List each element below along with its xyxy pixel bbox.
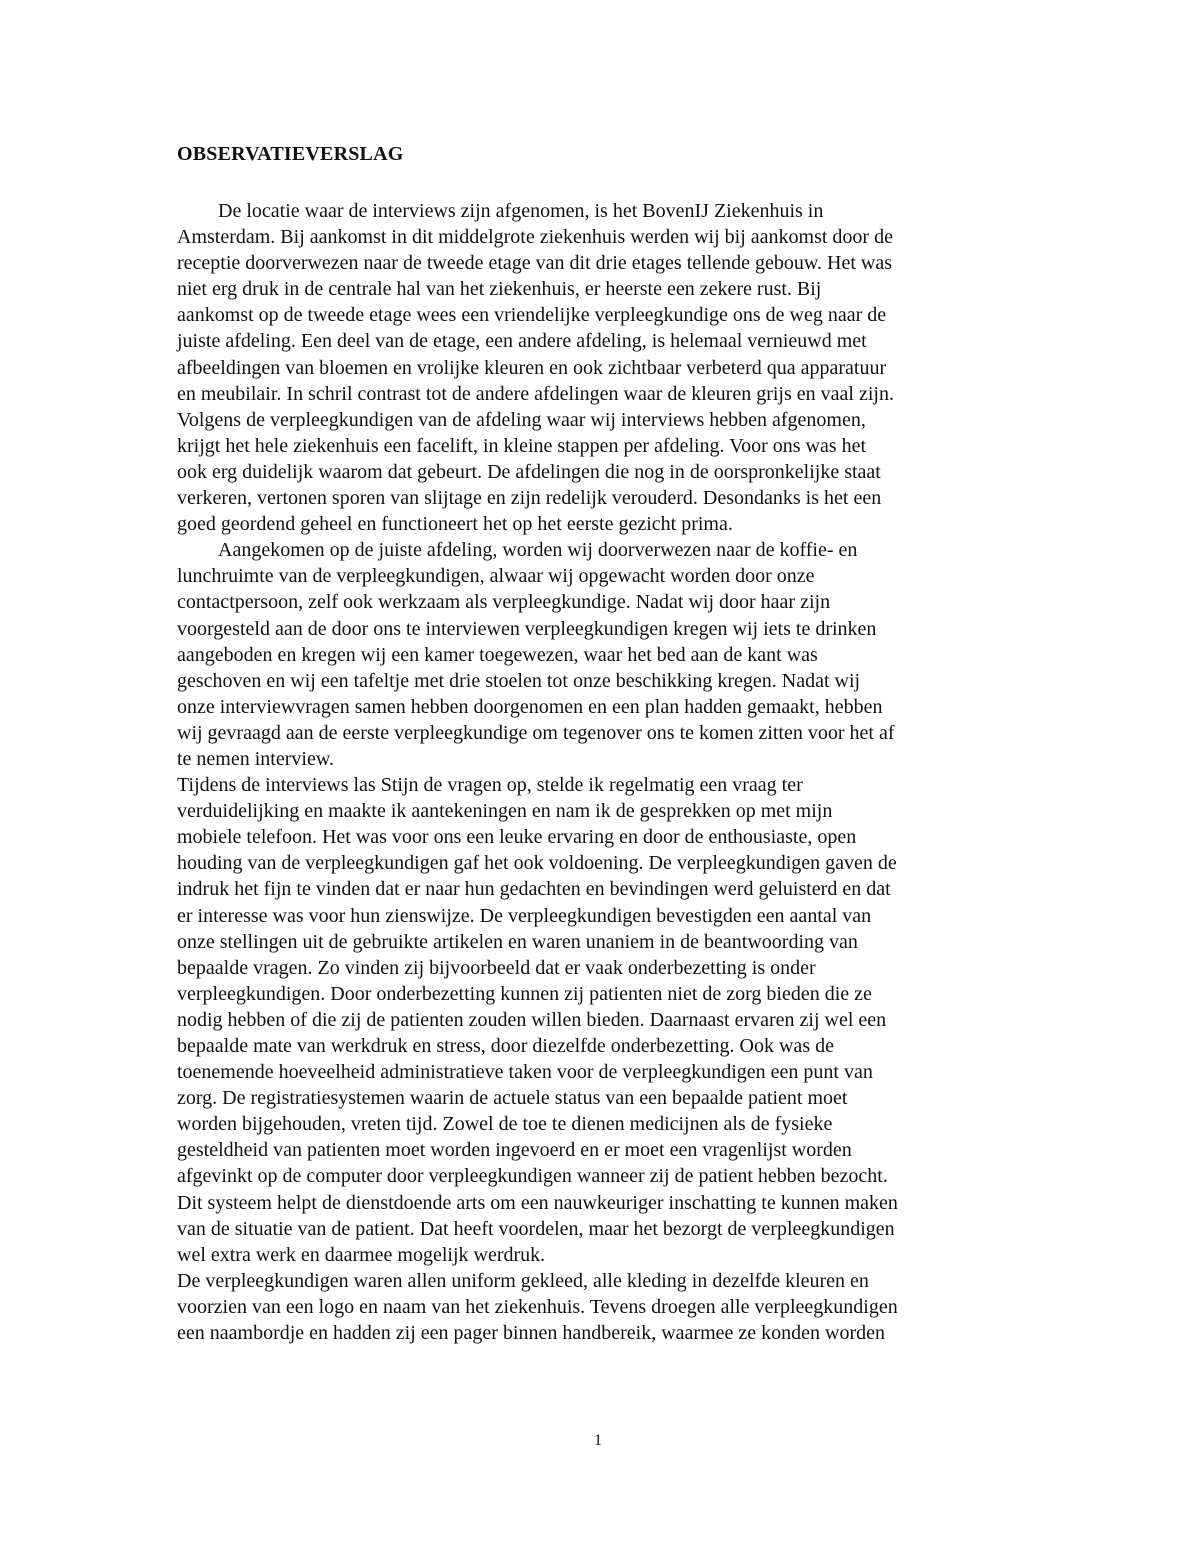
text-line: receptie doorverwezen naar de tweede etage van dit drie etages tellende gebouw. Het was bbox=[177, 252, 893, 275]
text-line: Tijdens de interviews las Stijn de vragen op, stelde ik regelmatig een vraag ter bbox=[177, 774, 803, 797]
text-line: contactpersoon, zelf ook werkzaam als verpleegkundige. Nadat wij door haar zijn bbox=[177, 591, 831, 614]
text-line: er interesse was voor hun zienswijze. De verpleegkundigen bevestigden een aantal van bbox=[177, 904, 872, 927]
document-body bbox=[177, 198, 1027, 1346]
text-line: Dit systeem helpt de dienstdoende arts om een nauwkeuriger inschatting te kunnen maken bbox=[177, 1191, 898, 1214]
document-title: OBSERVATIEVERSLAG bbox=[177, 143, 404, 165]
text-line: voorgesteld aan de door ons te interviewen verpleegkundigen kregen wij iets te drinken bbox=[177, 617, 877, 640]
text-line: zorg. De registratiesystemen waarin de actuele status van een bepaalde patient moet bbox=[177, 1087, 848, 1110]
text-line: afbeeldingen van bloemen en vrolijke kleuren en ook zichtbaar verbeterd qua apparatuur bbox=[177, 356, 887, 379]
text-line: houding van de verpleegkundigen gaf het ook voldoening. De verpleegkundigen gaven de bbox=[177, 852, 897, 875]
text-line: goed geordend geheel en functioneert het op het eerste gezicht prima. bbox=[177, 513, 733, 536]
text-line: verpleegkundigen. Door onderbezetting kunnen zij patienten niet de zorg bieden die ze bbox=[177, 982, 872, 1005]
text-line: aankomst op de tweede etage wees een vriendelijke verpleegkundige ons de weg naar de bbox=[177, 304, 887, 327]
text-line: verduidelijking en maakte ik aantekeningen en nam ik de gesprekken op met mijn bbox=[177, 800, 833, 823]
text-line: gesteldheid van patienten moet worden ingevoerd en er moet een vragenlijst worden bbox=[177, 1139, 852, 1162]
text-line: te nemen interview. bbox=[177, 747, 334, 770]
text-line: Volgens de verpleegkundigen van de afdeling waar wij interviews hebben afgenomen, bbox=[177, 408, 866, 431]
text-line: toenemende hoeveelheid administratieve taken voor de verpleegkundigen een punt van bbox=[177, 1061, 873, 1084]
text-line: aangeboden en kregen wij een kamer toegewezen, waar het bed aan de kant was bbox=[177, 643, 818, 666]
text-line: mobiele telefoon. Het was voor ons een leuke ervaring en door de enthousiaste, open bbox=[177, 826, 857, 849]
text-line: wel extra werk en daarmee mogelijk werdruk. bbox=[177, 1243, 546, 1266]
text-line: ook erg duidelijk waarom dat gebeurt. De afdelingen die nog in de oorspronkelijke staat bbox=[177, 460, 881, 483]
text-line: krijgt het hele ziekenhuis een facelift, in kleine stappen per afdeling. Voor ons was het bbox=[177, 434, 867, 457]
text-line: en meubilair. In schril contrast tot de andere afdelingen waar de kleuren grijs en vaal zijn. bbox=[177, 382, 894, 405]
text-line: De locatie waar de interviews zijn afgenomen, is het BovenIJ Ziekenhuis in bbox=[218, 200, 824, 222]
text-line: van de situatie van de patient. Dat heeft voordelen, maar het bezorgt de verpleegkundigen bbox=[177, 1217, 895, 1240]
text-line: juiste afdeling. Een deel van de etage, een andere afdeling, is helemaal vernieuwd met bbox=[177, 330, 867, 353]
text-line: niet erg druk in de centrale hal van het ziekenhuis, er heerste een zekere rust. Bij bbox=[177, 278, 822, 301]
text-line: afgevinkt op de computer door verpleegkundigen wanneer zij de patient hebben bezocht. bbox=[177, 1165, 888, 1188]
text-line: Amsterdam. Bij aankomst in dit middelgrote ziekenhuis werden wij bij aankomst door de bbox=[177, 226, 893, 249]
text-line: geschoven en wij een tafeltje met drie stoelen tot onze beschikking kregen. Nadat wij bbox=[177, 669, 861, 692]
text-line: een naambordje en hadden zij een pager binnen handbereik, waarmee ze konden worden bbox=[177, 1322, 886, 1345]
page-number: 1 bbox=[594, 1432, 602, 1449]
text-line: worden bijgehouden, vreten tijd. Zowel de toe te dienen medicijnen als de fysieke bbox=[177, 1113, 833, 1136]
text-line: onze stellingen uit de gebruikte artikelen en waren unaniem in de beantwoording van bbox=[177, 930, 858, 953]
text-line: onze interviewvragen samen hebben doorgenomen en een plan hadden gemaakt, hebben bbox=[177, 695, 883, 718]
text-line: indruk het fijn te vinden dat er naar hun gedachten en bevindingen werd geluisterd en dat bbox=[177, 878, 891, 901]
text-line: De verpleegkundigen waren allen uniform gekleed, alle kleding in dezelfde kleuren en bbox=[177, 1269, 869, 1292]
text-line: bepaalde mate van werkdruk en stress, door diezelfde onderbezetting. Ook was de bbox=[177, 1035, 834, 1057]
text-line: Aangekomen op de juiste afdeling, worden wij doorverwezen naar de koffie- en bbox=[218, 539, 858, 562]
text-line: nodig hebben of die zij de patienten zouden willen bieden. Daarnaast ervaren zij wel een bbox=[177, 1008, 887, 1031]
text-line: verkeren, vertonen sporen van slijtage en zijn redelijk verouderd. Desondanks is het een bbox=[177, 487, 882, 510]
text-line: lunchruimte van de verpleegkundigen, alwaar wij opgewacht worden door onze bbox=[177, 565, 815, 588]
text-line: voorzien van een logo en naam van het ziekenhuis. Tevens droegen alle verpleegkundigen bbox=[177, 1295, 898, 1318]
text-line: bepaalde vragen. Zo vinden zij bijvoorbeeld dat er vaak onderbezetting is onder bbox=[177, 956, 816, 979]
text-line: wij gevraagd aan de eerste verpleegkundige om tegenover ons te komen zitten voor het af bbox=[177, 721, 895, 744]
